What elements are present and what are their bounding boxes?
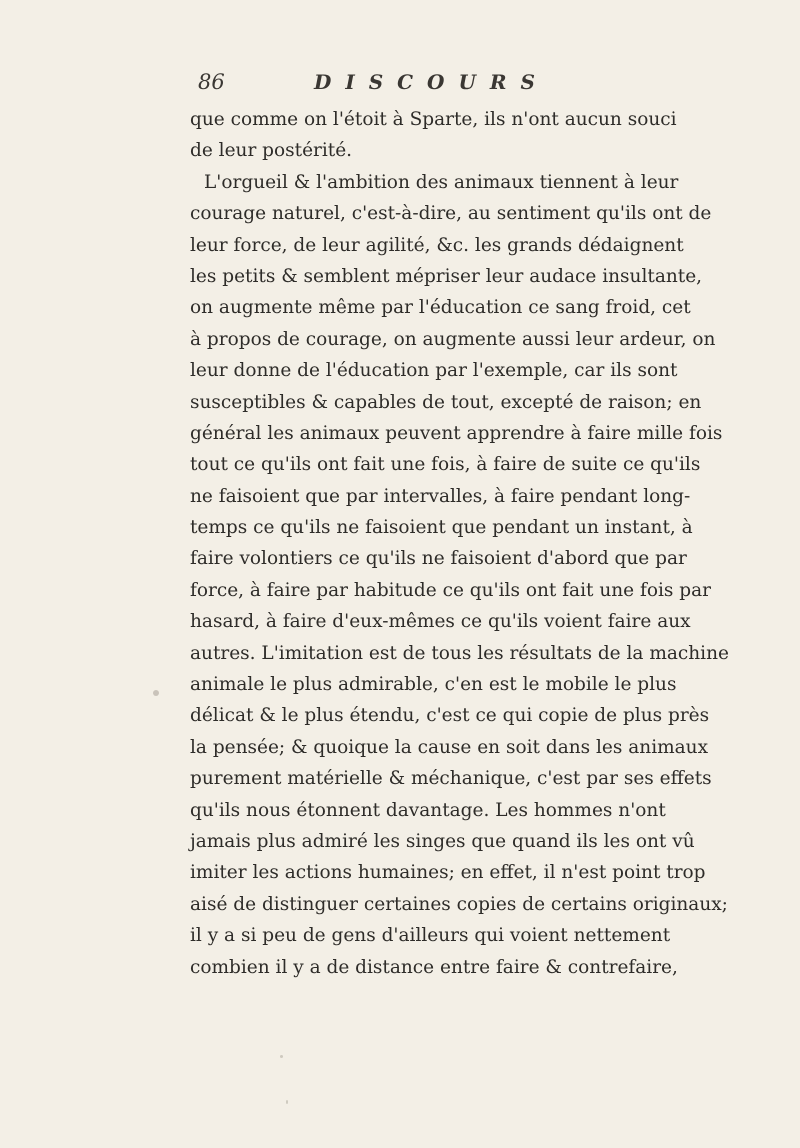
text-line: susceptibles & capables de tout, excepté de raison; en (190, 391, 702, 413)
text-line: il y a si peu de gens d'ailleurs qui voient nettement (190, 925, 671, 947)
text-line: autres. L'imitation est de tous les résultats de la machine (190, 642, 729, 664)
text-line: jamais plus admiré les singes que quand ils les ont vû (190, 830, 695, 852)
text-line: imiter les actions humaines; en effet, il n'est point trop (190, 862, 706, 884)
text-line: combien il y a de distance entre faire & contrefaire, (190, 956, 678, 978)
text-line: aisé de distinguer certaines copies de certains originaux; (190, 893, 728, 915)
paper-spot (153, 690, 159, 696)
text-line: que comme on l'étoit à Sparte, ils n'ont aucun souci (190, 109, 677, 130)
paper-spot (286, 1100, 288, 1104)
text-line: courage naturel, c'est-à-dire, au sentiment qu'ils ont de (190, 203, 712, 225)
text-line: temps ce qu'ils ne faisoient que pendant un instant, à (190, 517, 693, 539)
text-line: la pensée; & quoique la cause en soit dans les animaux (190, 736, 709, 758)
paper-spot (280, 1055, 283, 1058)
text-line: purement matérielle & méchanique, c'est par ses effets (190, 768, 712, 790)
text-line: de leur postérité. (190, 140, 353, 162)
text-line: leur force, de leur agilité, &c. les grands dédaignent (190, 234, 684, 256)
text-line: ne faisoient que par intervalles, à faire pendant long- (190, 485, 691, 507)
page-number: 86 (198, 70, 225, 94)
text-line: leur donne de l'éducation par l'exemple, car ils sont (190, 360, 678, 382)
text-line: délicat & le plus étendu, c'est ce qui copie de plus près (190, 705, 710, 727)
text-line: à propos de courage, on augmente aussi leur ardeur, on (190, 328, 716, 350)
text-line: animale le plus admirable, c'en est le mobile le plus (190, 674, 677, 696)
body-text (190, 104, 729, 983)
text-line: on augmente même par l'éducation ce sang froid, cet (190, 297, 691, 319)
text-line: général les animaux peuvent apprendre à faire mille fois (190, 422, 723, 444)
running-head: DISCOURS (314, 70, 549, 94)
text-line: hasard, à faire d'eux-mêmes ce qu'ils voient faire aux (190, 611, 691, 633)
text-line: faire volontiers ce qu'ils ne faisoient d'abord que par (190, 548, 687, 570)
text-line: les petits & semblent mépriser leur audace insultante, (190, 265, 703, 287)
page-header (198, 70, 618, 104)
text-line: L'orgueil & l'ambition des animaux tiennent à leur (204, 171, 679, 193)
text-line: qu'ils nous étonnent davantage. Les hommes n'ont (190, 799, 666, 821)
text-line: force, à faire par habitude ce qu'ils ont fait une fois par (190, 579, 711, 601)
text-line: tout ce qu'ils ont fait une fois, à faire de suite ce qu'ils (190, 454, 701, 476)
